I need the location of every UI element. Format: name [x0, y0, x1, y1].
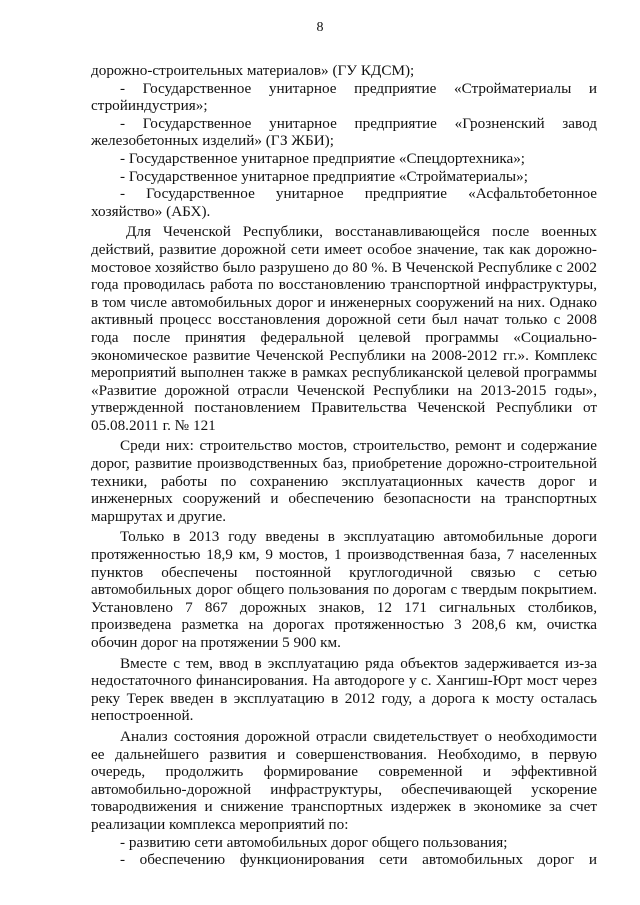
paragraph-line: ее дальнейшего развития и совершенствования. Необходимо, в первую — [91, 745, 597, 763]
paragraph-line: в том числе автомобильных дорог и инженерных сооружений на них. Однако — [91, 293, 597, 311]
text-line: стройиндустрия»; — [91, 97, 208, 115]
document-body — [91, 62, 597, 869]
list-item: - Государственное унитарное предприятие «Стройматериалы и — [120, 79, 597, 97]
paragraph-line: года после принятия федеральной целевой программы «Социально- — [91, 328, 597, 346]
paragraph-line: «Развитие дорожной отрасли Чеченской Республики на 2013-2015 годы», — [91, 381, 597, 399]
paragraph-line: мероприятий выполнен также в рамках республиканской целевой программы — [91, 364, 597, 382]
list-item: - Государственное унитарное предприятие «Асфальтобетонное — [120, 185, 597, 203]
paragraph-line: 05.08.2011 г. № 121 — [91, 416, 216, 434]
paragraph-line: Среди них: строительство мостов, строительство, ремонт и содержание — [120, 437, 597, 455]
list-item: - Государственное унитарное предприятие «Спецдортехника»; — [120, 149, 526, 167]
paragraph-line: маршрутах и другие. — [91, 507, 227, 525]
paragraph-line: инженерных сооружений и обеспечению безопасности на транспортных — [91, 490, 597, 508]
paragraph-line: Установлено 7 867 дорожных знаков, 12 171 сигнальных столбиков, — [91, 598, 597, 616]
paragraph-line: протяженностью 18,9 км, 9 мостов, 1 производственная база, 7 населенных — [91, 546, 597, 564]
paragraph-line: реализации комплекса мероприятий по: — [91, 815, 349, 833]
list-item: - обеспечению функционирования сети автомобильных дорог и — [120, 851, 597, 869]
paragraph-line: утвержденной постановлением Правительства Чеченской Республики от — [91, 399, 597, 417]
text-line: железобетонных изделий» (ГЗ ЖБИ); — [91, 132, 334, 150]
paragraph-line: произведена разметка на дорогах протяженностью 3 208,6 км, очистка — [91, 616, 597, 634]
paragraph-line: экономическое развитие Чеченской Республики на 2008-2012 гг.». Комплекс — [91, 346, 597, 364]
page-number: 8 — [316, 20, 324, 35]
paragraph-line: Для Чеченской Республики, восстанавливающейся после военных — [126, 223, 597, 241]
text-line: дорожно-строительных материалов» (ГУ КДСМ); — [91, 62, 415, 79]
paragraph-line: действий, развитие дорожной сети имеет особое значение, так как дорожно- — [91, 240, 597, 258]
paragraph-line: Только в 2013 году введены в эксплуатацию автомобильные дороги — [120, 528, 597, 546]
list-item: - Государственное унитарное предприятие «Грозненский завод — [120, 114, 597, 132]
paragraph-line: автомобильно-дорожной инфраструктуры, обеспечивающей ускорение — [91, 780, 597, 798]
paragraph-line: Вместе с тем, ввод в эксплуатацию ряда объектов задерживается из-за — [120, 654, 597, 672]
paragraph-line: активный процесс восстановления дорожной сети был начат только с 2008 — [91, 311, 597, 329]
paragraph-line: товародвижения и снижение транспортных издержек в экономике за счет — [91, 798, 597, 816]
paragraph-line: автомобильных дорог общего пользования по дорогам с твердым покрытием. — [91, 581, 597, 599]
paragraph-line: реку Терек введен в эксплуатацию в 2012 году, а дорога к мосту осталась — [91, 689, 597, 707]
list-item: - Государственное унитарное предприятие «Стройматериалы»; — [120, 167, 528, 185]
text-line: хозяйство» (АБХ). — [91, 202, 211, 220]
paragraph-line: дорог, развитие производственных баз, приобретение дорожно-строительной — [91, 455, 597, 473]
paragraph-line: очередь, продолжить формирование современной и эффективной — [91, 763, 597, 781]
paragraph-line: года проводилась работа по восстановлению транспортной инфраструктуры, — [91, 276, 597, 294]
paragraph-line: техники, работы по сохранению эксплуатационных качеств дорог и — [91, 472, 597, 490]
paragraph-line: Анализ состояния дорожной отрасли свидетельствует о необходимости — [120, 727, 597, 745]
paragraph-line: непостроенной. — [91, 707, 194, 725]
paragraph-line: обочин дорог на протяжении 5 900 км. — [91, 634, 341, 651]
paragraph-line: недостаточного финансирования. На автодороге у с. Хангиш-Юрт мост через — [91, 672, 597, 690]
list-item: - развитию сети автомобильных дорог общего пользования; — [120, 833, 508, 851]
paragraph-line: мостовое хозяйство было разрушено до 80 %. В Чеченской Республике с 2002 — [91, 258, 597, 276]
paragraph-line: пунктов обеспечены постоянной круглогодичной связью с сетью — [91, 563, 597, 581]
